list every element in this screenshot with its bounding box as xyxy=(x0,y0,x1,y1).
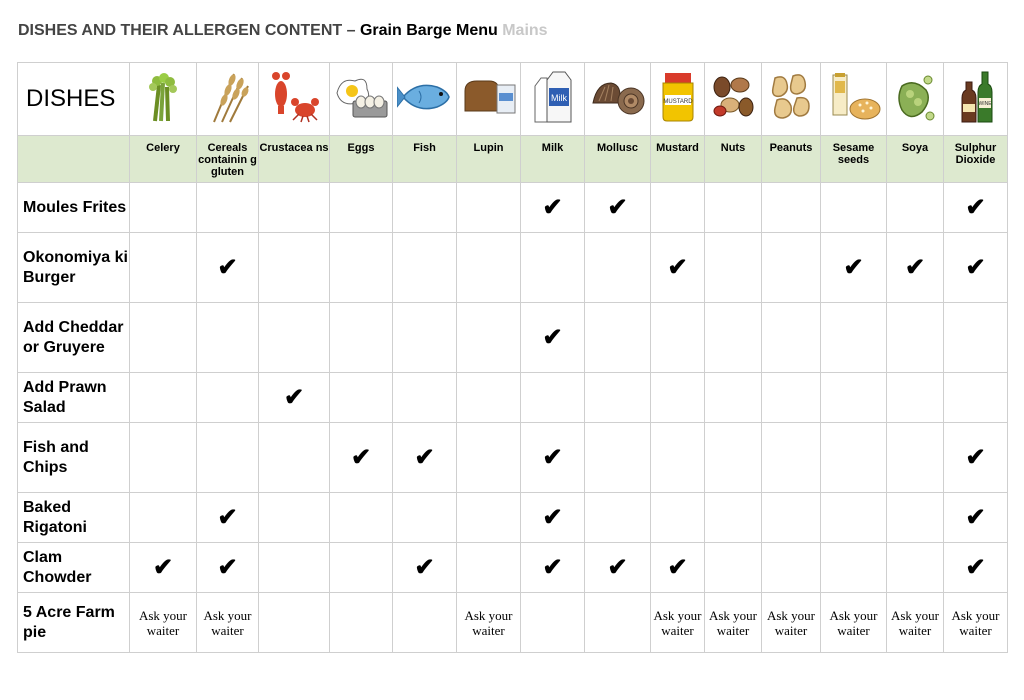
empty-cell xyxy=(651,493,705,543)
empty-cell xyxy=(197,423,259,493)
empty-cell xyxy=(521,593,585,653)
nuts-icon xyxy=(710,73,756,121)
empty-cell xyxy=(259,303,330,373)
empty-cell xyxy=(197,303,259,373)
ask-waiter-note: Ask your waiter xyxy=(944,593,1008,653)
allergen-label: Crustacea ns xyxy=(259,136,330,183)
empty-cell xyxy=(821,423,887,493)
empty-cell xyxy=(651,373,705,423)
allergen-icon-cell xyxy=(197,63,259,136)
lupin-icon xyxy=(461,77,517,117)
allergen-check-mark: ✔ xyxy=(393,543,457,593)
allergen-label: Sesame seeds xyxy=(821,136,887,183)
empty-cell xyxy=(130,233,197,303)
empty-cell xyxy=(130,493,197,543)
svg-text:WINE: WINE xyxy=(977,100,992,107)
empty-cell xyxy=(521,373,585,423)
empty-cell xyxy=(705,373,762,423)
celery-icon xyxy=(141,71,185,123)
allergen-icon-cell xyxy=(887,63,944,136)
empty-cell xyxy=(457,183,521,233)
allergen-check-mark: ✔ xyxy=(521,543,585,593)
allergen-label: Milk xyxy=(521,136,585,183)
allergen-label: Cereals containin g gluten xyxy=(197,136,259,183)
dish-name: Add Cheddar or Gruyere xyxy=(18,303,130,373)
crustaceans-icon xyxy=(267,70,321,124)
empty-cell xyxy=(585,593,651,653)
empty-cell xyxy=(457,303,521,373)
empty-cell xyxy=(393,493,457,543)
page-title xyxy=(18,22,548,40)
dish-name: Baked Rigatoni xyxy=(18,493,130,543)
svg-text:Milk: Milk xyxy=(550,92,567,103)
ask-waiter-note: Ask your waiter xyxy=(651,593,705,653)
empty-cell xyxy=(585,423,651,493)
table-row xyxy=(18,593,1008,653)
allergen-label: Sulphur Dioxide xyxy=(944,136,1008,183)
ask-waiter-note: Ask your waiter xyxy=(762,593,821,653)
ask-waiter-note: Ask your waiter xyxy=(130,593,197,653)
empty-cell xyxy=(821,373,887,423)
empty-cell xyxy=(330,543,393,593)
allergen-icon-cell xyxy=(705,63,762,136)
empty-cell xyxy=(457,543,521,593)
empty-cell xyxy=(887,183,944,233)
sesame-icon xyxy=(827,71,881,123)
allergen-check-mark: ✔ xyxy=(197,493,259,543)
empty-cell xyxy=(821,303,887,373)
empty-cell xyxy=(887,373,944,423)
allergen-icon-cell xyxy=(130,63,197,136)
soya-icon xyxy=(892,72,938,122)
empty-cell xyxy=(762,373,821,423)
allergen-icon-cell xyxy=(762,63,821,136)
empty-cell xyxy=(521,233,585,303)
allergen-check-mark: ✔ xyxy=(821,233,887,303)
empty-cell xyxy=(762,183,821,233)
table-row xyxy=(18,373,1008,423)
allergen-label: Peanuts xyxy=(762,136,821,183)
allergen-table xyxy=(17,62,1008,653)
empty-cell xyxy=(259,543,330,593)
empty-cell xyxy=(762,493,821,543)
empty-cell xyxy=(705,423,762,493)
allergen-check-mark: ✔ xyxy=(393,423,457,493)
empty-cell xyxy=(651,303,705,373)
empty-cell xyxy=(330,303,393,373)
ask-waiter-note: Ask your waiter xyxy=(705,593,762,653)
allergen-check-mark: ✔ xyxy=(521,423,585,493)
allergen-check-mark: ✔ xyxy=(651,543,705,593)
ask-waiter-note: Ask your waiter xyxy=(457,593,521,653)
allergen-label: Mustard xyxy=(651,136,705,183)
empty-cell xyxy=(457,373,521,423)
empty-cell xyxy=(821,493,887,543)
ask-waiter-note: Ask your waiter xyxy=(821,593,887,653)
allergen-check-mark: ✔ xyxy=(651,233,705,303)
empty-cell xyxy=(585,233,651,303)
ask-waiter-note: Ask your waiter xyxy=(197,593,259,653)
empty-cell xyxy=(585,493,651,543)
table-row xyxy=(18,493,1008,543)
allergen-check-mark: ✔ xyxy=(130,543,197,593)
allergen-icon-cell xyxy=(521,63,585,136)
fish-icon xyxy=(397,79,453,115)
dishes-header: DISHES xyxy=(18,63,130,136)
mollusc-icon xyxy=(589,77,647,117)
milk-icon xyxy=(533,70,573,124)
allergen-label: Mollusc xyxy=(585,136,651,183)
empty-cell xyxy=(705,543,762,593)
empty-cell xyxy=(130,373,197,423)
title-menu-name: Grain Barge Menu xyxy=(359,22,498,39)
empty-cell xyxy=(762,233,821,303)
allergen-check-mark: ✔ xyxy=(521,493,585,543)
empty-cell xyxy=(944,373,1008,423)
title-main: DISHES AND THEIR ALLERGEN CONTENT – xyxy=(18,22,360,39)
allergen-check-mark: ✔ xyxy=(944,423,1008,493)
table-row xyxy=(18,183,1008,233)
allergen-icon-cell xyxy=(944,63,1008,136)
allergen-check-mark: ✔ xyxy=(585,543,651,593)
allergen-check-mark: ✔ xyxy=(944,493,1008,543)
empty-cell xyxy=(585,303,651,373)
empty-cell xyxy=(393,303,457,373)
allergen-label: Eggs xyxy=(330,136,393,183)
empty-cell xyxy=(821,543,887,593)
dish-name: Okonomiya ki Burger xyxy=(18,233,130,303)
empty-cell xyxy=(393,373,457,423)
allergen-icon-cell xyxy=(651,63,705,136)
empty-cell xyxy=(821,183,887,233)
empty-cell xyxy=(130,183,197,233)
empty-cell xyxy=(130,423,197,493)
allergen-check-mark: ✔ xyxy=(944,543,1008,593)
empty-cell xyxy=(393,593,457,653)
allergen-icon-cell xyxy=(393,63,457,136)
empty-cell xyxy=(259,423,330,493)
allergen-icon-cell xyxy=(259,63,330,136)
allergen-check-mark: ✔ xyxy=(585,183,651,233)
allergen-icon-cell xyxy=(821,63,887,136)
dish-name: 5 Acre Farm pie xyxy=(18,593,130,653)
table-row xyxy=(18,423,1008,493)
empty-cell xyxy=(259,233,330,303)
empty-cell xyxy=(330,493,393,543)
dish-name: Add Prawn Salad xyxy=(18,373,130,423)
allergen-check-mark: ✔ xyxy=(197,233,259,303)
allergen-check-mark: ✔ xyxy=(521,183,585,233)
sulphur-dioxide-icon xyxy=(958,70,994,124)
dish-name: Clam Chowder xyxy=(18,543,130,593)
eggs-icon xyxy=(333,73,389,121)
empty-cell xyxy=(393,233,457,303)
allergen-check-mark: ✔ xyxy=(944,233,1008,303)
wheat-icon xyxy=(204,70,252,124)
empty-cell xyxy=(705,303,762,373)
empty-cell xyxy=(585,373,651,423)
empty-cell xyxy=(762,543,821,593)
empty-cell xyxy=(197,183,259,233)
empty-cell xyxy=(457,493,521,543)
empty-cell xyxy=(259,593,330,653)
allergen-icon-cell xyxy=(330,63,393,136)
empty-cell xyxy=(197,373,259,423)
allergen-check-mark: ✔ xyxy=(197,543,259,593)
dish-name: Moules Frites xyxy=(18,183,130,233)
empty-cell xyxy=(944,303,1008,373)
table-row xyxy=(18,543,1008,593)
allergen-label: Nuts xyxy=(705,136,762,183)
empty-cell xyxy=(651,423,705,493)
allergen-label: Lupin xyxy=(457,136,521,183)
allergen-check-mark: ✔ xyxy=(330,423,393,493)
mustard-icon xyxy=(659,71,697,123)
label-spacer xyxy=(18,136,130,183)
empty-cell xyxy=(887,423,944,493)
allergen-check-mark: ✔ xyxy=(944,183,1008,233)
allergen-check-mark: ✔ xyxy=(887,233,944,303)
empty-cell xyxy=(887,493,944,543)
empty-cell xyxy=(130,303,197,373)
table-row xyxy=(18,233,1008,303)
empty-cell xyxy=(259,493,330,543)
ask-waiter-note: Ask your waiter xyxy=(887,593,944,653)
empty-cell xyxy=(762,303,821,373)
empty-cell xyxy=(887,543,944,593)
empty-cell xyxy=(330,183,393,233)
empty-cell xyxy=(457,233,521,303)
empty-cell xyxy=(457,423,521,493)
table-row xyxy=(18,303,1008,373)
empty-cell xyxy=(705,493,762,543)
empty-cell xyxy=(762,423,821,493)
empty-cell xyxy=(259,183,330,233)
empty-cell xyxy=(651,183,705,233)
empty-cell xyxy=(330,233,393,303)
svg-text:MUSTARD: MUSTARD xyxy=(662,98,693,105)
empty-cell xyxy=(393,183,457,233)
empty-cell xyxy=(330,593,393,653)
title-section: Mains xyxy=(497,22,548,39)
dish-name: Fish and Chips xyxy=(18,423,130,493)
peanuts-icon xyxy=(767,72,815,122)
empty-cell xyxy=(705,183,762,233)
allergen-label: Celery xyxy=(130,136,197,183)
empty-cell xyxy=(330,373,393,423)
empty-cell xyxy=(705,233,762,303)
allergen-icon-cell xyxy=(457,63,521,136)
allergen-label: Fish xyxy=(393,136,457,183)
allergen-label: Soya xyxy=(887,136,944,183)
allergen-icon-cell xyxy=(585,63,651,136)
allergen-check-mark: ✔ xyxy=(259,373,330,423)
allergen-check-mark: ✔ xyxy=(521,303,585,373)
empty-cell xyxy=(887,303,944,373)
